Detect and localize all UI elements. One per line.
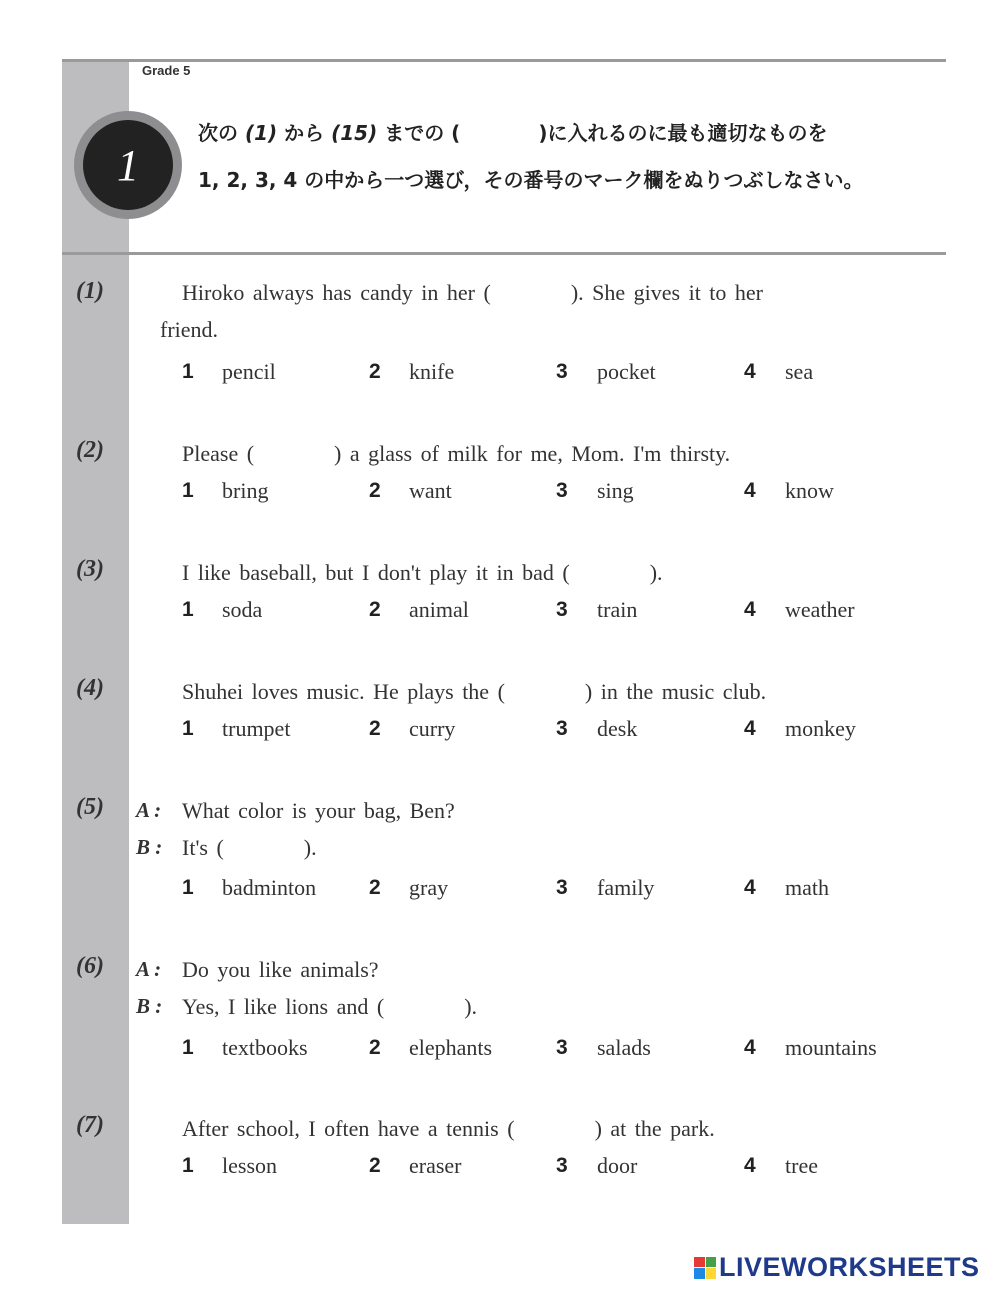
option-number[interactable]: 3 bbox=[556, 1154, 568, 1177]
option-text[interactable]: tree bbox=[785, 1153, 818, 1178]
instr-text: までの ( bbox=[384, 121, 461, 145]
question-number: (4) bbox=[76, 675, 104, 701]
option-text[interactable]: monkey bbox=[785, 716, 856, 741]
option-number[interactable]: 4 bbox=[744, 598, 756, 621]
header-divider bbox=[62, 252, 946, 255]
option-text[interactable]: knife bbox=[409, 359, 455, 384]
option-number[interactable]: 4 bbox=[744, 876, 756, 899]
option-text[interactable]: animal bbox=[409, 597, 469, 622]
question-number: (2) bbox=[76, 437, 104, 463]
question-text-a: Shuhei loves music. He plays the ( bbox=[182, 679, 505, 704]
option-text[interactable]: elephants bbox=[409, 1035, 493, 1060]
instr-text: 次の bbox=[198, 121, 238, 145]
option-text[interactable]: pencil bbox=[222, 359, 276, 384]
section-number-badge: 1 bbox=[83, 120, 173, 210]
question-text-a: Hiroko always has candy in her ( bbox=[182, 280, 491, 305]
option-number[interactable]: 3 bbox=[556, 717, 568, 740]
option-text[interactable]: train bbox=[597, 597, 638, 622]
option-number[interactable]: 4 bbox=[744, 479, 756, 502]
option-number[interactable]: 1 bbox=[182, 598, 194, 621]
question-number: (6) bbox=[76, 953, 104, 979]
option-number[interactable]: 2 bbox=[369, 1036, 381, 1059]
option-number[interactable]: 2 bbox=[369, 479, 381, 502]
question-text bbox=[182, 1116, 715, 1142]
option-number[interactable]: 1 bbox=[182, 876, 194, 899]
option-number[interactable]: 1 bbox=[182, 717, 194, 740]
logo-square bbox=[694, 1268, 705, 1279]
option-text[interactable]: bring bbox=[222, 478, 269, 503]
question-number: (7) bbox=[76, 1112, 104, 1138]
question-text-a: After school, I often have a tennis ( bbox=[182, 1116, 515, 1141]
dialogue-line-b bbox=[182, 835, 317, 861]
question-text-b: ). bbox=[649, 560, 663, 585]
option-number[interactable]: 1 bbox=[182, 360, 194, 383]
instruction-line-1 bbox=[198, 117, 827, 146]
dialogue-line-b bbox=[182, 994, 477, 1020]
option-number[interactable]: 1 bbox=[182, 1036, 194, 1059]
option-text[interactable]: weather bbox=[785, 597, 855, 622]
option-number[interactable]: 3 bbox=[556, 876, 568, 899]
question-text-b: ). She gives it to her bbox=[570, 280, 764, 305]
option-text[interactable]: lesson bbox=[222, 1153, 277, 1178]
option-text[interactable]: textbooks bbox=[222, 1035, 308, 1060]
option-number[interactable]: 3 bbox=[556, 598, 568, 621]
option-text[interactable]: door bbox=[597, 1153, 638, 1178]
instr-text: から bbox=[284, 121, 325, 145]
option-text[interactable]: want bbox=[409, 478, 452, 503]
question-text-continued: friend. bbox=[160, 317, 219, 342]
option-number[interactable]: 4 bbox=[744, 717, 756, 740]
option-number[interactable]: 1 bbox=[182, 1154, 194, 1177]
question-text bbox=[182, 679, 766, 705]
instruction-line-2: 1, 2, 3, 4 の中から一つ選び，その番号のマーク欄をぬりつぶしなさい。 bbox=[198, 168, 864, 192]
option-number[interactable]: 4 bbox=[744, 1036, 756, 1059]
dialogue-text-b: ). bbox=[303, 835, 317, 860]
question-text-b: ) at the park. bbox=[594, 1116, 715, 1141]
speaker-b: B : bbox=[136, 835, 163, 859]
option-number[interactable]: 3 bbox=[556, 1036, 568, 1059]
option-number[interactable]: 2 bbox=[369, 876, 381, 899]
question-text bbox=[182, 280, 909, 306]
top-rule bbox=[62, 59, 946, 62]
question-text bbox=[182, 441, 730, 467]
instr-text: )に入れるのに最も適切なものを bbox=[538, 121, 828, 145]
option-text[interactable]: eraser bbox=[409, 1153, 462, 1178]
option-text[interactable]: mountains bbox=[785, 1035, 877, 1060]
option-text[interactable]: family bbox=[597, 875, 655, 900]
dialogue-text-a: Yes, I like lions and ( bbox=[182, 994, 385, 1019]
option-text[interactable]: math bbox=[785, 875, 829, 900]
option-number[interactable]: 3 bbox=[556, 360, 568, 383]
speaker-a: A : bbox=[136, 798, 162, 822]
option-text[interactable]: pocket bbox=[597, 359, 656, 384]
option-text[interactable]: desk bbox=[597, 716, 638, 741]
instr-range-end: (15) bbox=[331, 121, 378, 145]
option-text[interactable]: salads bbox=[597, 1035, 651, 1060]
instr-range-start: (1) bbox=[244, 121, 278, 145]
option-number[interactable]: 2 bbox=[369, 1154, 381, 1177]
question-text-a: Please ( bbox=[182, 441, 255, 466]
question-number: (5) bbox=[76, 794, 104, 820]
option-text[interactable]: badminton bbox=[222, 875, 317, 900]
grade-label: Grade 5 bbox=[142, 63, 191, 78]
dialogue-text-a: It's ( bbox=[182, 835, 224, 860]
logo-icon bbox=[694, 1257, 716, 1279]
option-number[interactable]: 1 bbox=[182, 479, 194, 502]
question-text-b: ) a glass of milk for me, Mom. I'm thirsty. bbox=[334, 441, 731, 466]
speaker-b: B : bbox=[136, 994, 163, 1018]
option-number[interactable]: 3 bbox=[556, 479, 568, 502]
option-number[interactable]: 2 bbox=[369, 360, 381, 383]
question-text-b: ) in the music club. bbox=[584, 679, 767, 704]
option-number[interactable]: 2 bbox=[369, 598, 381, 621]
option-number[interactable]: 4 bbox=[744, 360, 756, 383]
option-text[interactable]: soda bbox=[222, 597, 263, 622]
option-number[interactable]: 4 bbox=[744, 1154, 756, 1177]
option-number[interactable]: 2 bbox=[369, 717, 381, 740]
option-text[interactable]: gray bbox=[409, 875, 449, 900]
liveworksheets-logo bbox=[694, 1252, 980, 1283]
logo-square bbox=[694, 1257, 705, 1268]
option-text[interactable]: curry bbox=[409, 716, 456, 741]
option-text[interactable]: know bbox=[785, 478, 834, 503]
option-text[interactable]: trumpet bbox=[222, 716, 291, 741]
question-text-a: I like baseball, but I don't play it in bad ( bbox=[182, 560, 570, 585]
question-number: (1) bbox=[76, 278, 104, 304]
speaker-a: A : bbox=[136, 957, 162, 981]
logo-square bbox=[706, 1257, 717, 1268]
left-margin-bar bbox=[62, 60, 129, 1224]
option-text[interactable]: sing bbox=[597, 478, 634, 503]
logo-text: LIVEWORKSHEETS bbox=[719, 1252, 980, 1282]
dialogue-line-a: What color is your bag, Ben? bbox=[182, 798, 455, 823]
dialogue-line-a: Do you like animals? bbox=[182, 957, 379, 982]
question-text bbox=[182, 560, 663, 586]
question-number: (3) bbox=[76, 556, 104, 582]
logo-square bbox=[706, 1268, 717, 1279]
option-text[interactable]: sea bbox=[785, 359, 814, 384]
dialogue-text-b: ). bbox=[464, 994, 478, 1019]
